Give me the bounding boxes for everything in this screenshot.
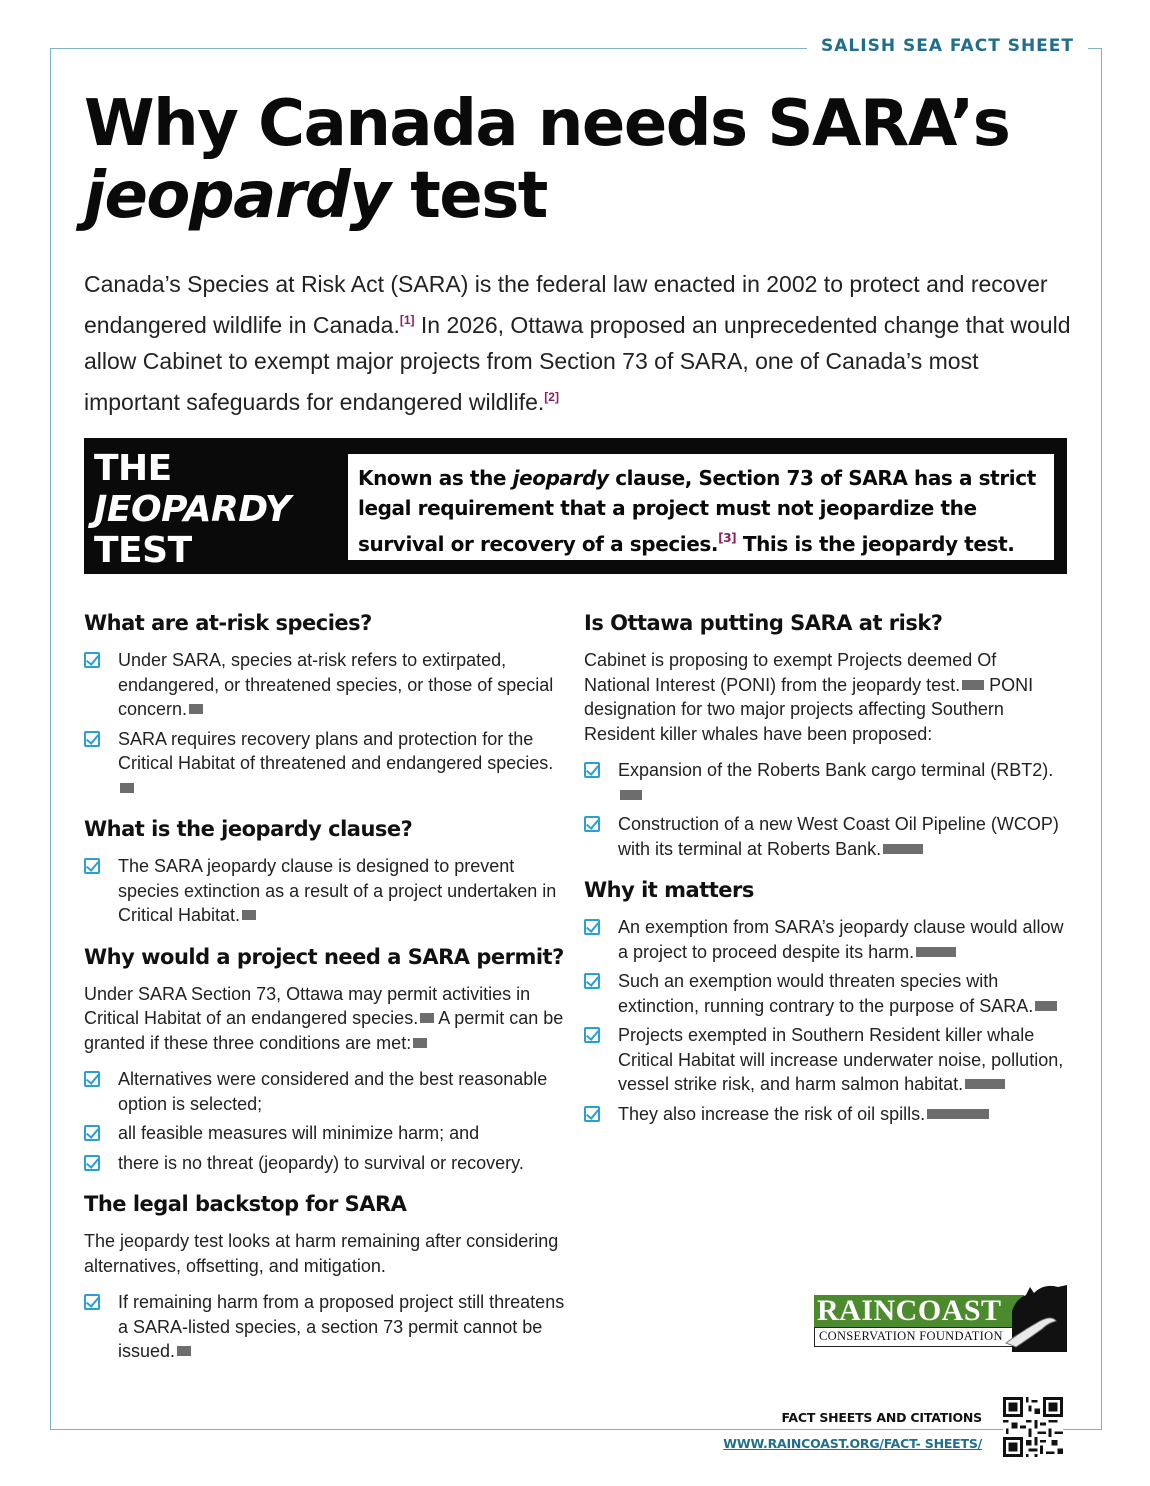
redacted-citation — [189, 704, 203, 714]
left-column — [84, 600, 566, 1370]
logo-subtitle: CONSERVATION FOUNDATION — [814, 1327, 1024, 1347]
redacted-citation — [420, 1013, 434, 1023]
checkbox-icon — [584, 816, 600, 832]
list-item-text: Under SARA, species at-risk refers to extirpated, endangered, or threatened species, or those of special concern. — [118, 650, 554, 719]
section-heading: What is the jeopardy clause? — [84, 817, 413, 841]
list-item-text: there is no threat (jeopardy) to survival or recovery. — [118, 1152, 524, 1173]
list-item — [84, 1151, 566, 1176]
title-line-1: Why Canada needs SARA’s — [84, 87, 1010, 161]
checklist — [584, 915, 1064, 1126]
fact-sheets-link[interactable]: WWW.RAINCOAST.ORG/FACT- SHEETS/ — [723, 1436, 982, 1451]
redacted-citation — [120, 783, 134, 793]
title-line-2: test — [389, 159, 547, 233]
checkbox-icon — [584, 973, 600, 989]
citation-ref[interactable]: [3] — [718, 531, 737, 545]
checklist — [584, 758, 1064, 861]
section-heading: Why it matters — [584, 878, 754, 902]
redacted-citation — [962, 680, 984, 690]
checkbox-icon — [84, 731, 100, 747]
jeopardy-test-callout — [84, 438, 1067, 574]
list-item-text: Projects exempted in Southern Resident killer whale Critical Habitat will increase underwater noise, pollution, vessel strike risk, and harm salmon habitat. — [618, 1025, 1064, 1094]
redacted-citation — [927, 1109, 989, 1119]
callout-text — [348, 454, 1054, 560]
section-paragraph — [84, 982, 566, 1056]
section-heading: Is Ottawa putting SARA at risk? — [584, 611, 943, 635]
callout-heading-line: THE — [94, 448, 172, 489]
callout-text-part: clause, Section 73 of SARA has a strict legal requirement that a project must not jeopardize the survival or recovery of a species. — [358, 466, 1036, 556]
callout-heading-line: TEST — [94, 530, 192, 571]
checkbox-icon — [84, 1071, 100, 1087]
list-item — [84, 648, 566, 722]
redacted-citation — [242, 910, 256, 920]
list-item-text: Construction of a new West Coast Oil Pipeline (WCOP) with its terminal at Roberts Bank. — [618, 814, 1059, 859]
page-title — [84, 88, 1064, 232]
checklist — [84, 1290, 566, 1364]
list-item-text: An exemption from SARA’s jeopardy clause would allow a project to proceed despite its harm. — [618, 917, 1064, 962]
checkbox-icon — [584, 1027, 600, 1043]
title-emphasis: jeopardy — [84, 159, 390, 233]
paragraph-text: A permit can be granted if these three conditions are met: — [84, 1008, 564, 1053]
series-label: SALISH SEA FACT SHEET — [807, 36, 1088, 56]
intro-paragraph — [84, 266, 1074, 420]
list-item-text: Such an exemption would threaten species with extinction, running contrary to the purpose of SARA. — [618, 971, 1034, 1016]
citation-ref[interactable]: [1] — [399, 313, 415, 327]
intro-text-2: In 2026, Ottawa proposed an unprecedented change that would allow Cabinet to exempt major projects from Section 73 of SARA, one of Canada’s most important safeguards for endangered wildlife. — [84, 312, 1071, 415]
footer-label: FACT SHEETS AND CITATIONS — [781, 1410, 982, 1425]
redacted-citation — [177, 1346, 191, 1356]
redacted-citation — [883, 844, 923, 854]
list-item — [584, 969, 1064, 1018]
checkbox-icon — [84, 652, 100, 668]
paragraph-text: Cabinet is proposing to exempt Projects deemed Of National Interest (PONI) from the jeopardy test. — [584, 650, 997, 695]
section-heading: Why would a project need a SARA permit? — [84, 944, 564, 969]
list-item — [84, 1121, 566, 1146]
callout-text-part: This is the jeopardy test. — [736, 532, 1015, 556]
list-item — [584, 758, 1064, 807]
redacted-citation — [413, 1038, 427, 1048]
list-item — [84, 1067, 566, 1116]
checkbox-icon — [84, 858, 100, 874]
redacted-citation — [916, 947, 956, 957]
list-item-text: SARA requires recovery plans and protection for the Critical Habitat of threatened and endangered species. — [118, 728, 554, 773]
callout-heading — [94, 448, 334, 571]
checkbox-icon — [584, 919, 600, 935]
checklist — [84, 854, 566, 928]
list-item — [84, 854, 566, 928]
list-item — [84, 727, 566, 801]
checkbox-icon — [584, 762, 600, 778]
checkbox-icon — [584, 1106, 600, 1122]
paragraph-text: Under SARA Section 73, Ottawa may permit activities in Critical Habitat of an endangered species. — [84, 983, 531, 1028]
list-item-text: The SARA jeopardy clause is designed to prevent species extinction as a result of a project undertaken in Critical Habitat. — [118, 856, 557, 925]
checkbox-icon — [84, 1125, 100, 1141]
redacted-citation — [620, 790, 642, 800]
section-paragraph: The jeopardy test looks at harm remaining after considering alternatives, offsetting, and mitigation. — [84, 1231, 559, 1276]
callout-text-part: Known as the — [358, 466, 513, 490]
callout-text-emphasis: jeopardy — [512, 466, 609, 490]
section-paragraph — [584, 648, 1064, 746]
paragraph-text: PONI designation for two major projects affecting Southern Resident killer whales have been proposed: — [584, 674, 1034, 744]
logo-wordmark: RAINCOAST — [814, 1295, 1024, 1327]
list-item-text: If remaining harm from a proposed project still threatens a SARA-listed species, a section 73 permit cannot be issued. — [118, 1292, 565, 1361]
raincoast-logo — [814, 1281, 1067, 1352]
redacted-citation — [1035, 1001, 1057, 1011]
callout-heading-line: JEOPARDY — [94, 489, 291, 530]
list-item-text: Expansion of the Roberts Bank cargo terminal (RBT2). — [618, 760, 1054, 780]
redacted-citation — [965, 1079, 1005, 1089]
section-heading: What are at-risk species? — [84, 611, 372, 635]
wolf-icon — [1004, 1281, 1067, 1352]
list-item — [84, 1290, 566, 1364]
list-item-text: Alternatives were considered and the best reasonable option is selected; — [118, 1069, 548, 1114]
checkbox-icon — [84, 1155, 100, 1171]
qr-code-icon[interactable] — [1003, 1397, 1063, 1457]
right-column — [584, 600, 1064, 1132]
list-item — [584, 1102, 1064, 1127]
citation-ref[interactable]: [2] — [544, 390, 559, 404]
list-item — [584, 812, 1064, 861]
list-item — [584, 1023, 1064, 1097]
list-item-text: all feasible measures will minimize harm; and — [118, 1123, 480, 1143]
checklist — [84, 648, 566, 800]
section-heading: The legal backstop for SARA — [84, 1192, 407, 1216]
list-item-text: They also increase the risk of oil spills. — [618, 1103, 926, 1124]
checklist — [84, 1067, 566, 1175]
list-item — [584, 915, 1064, 964]
intro-text-1: Canada’s Species at Risk Act (SARA) is the federal law enacted in 2002 to protect and recover endangered wildlife in Canada. — [84, 271, 1048, 338]
checkbox-icon — [84, 1294, 100, 1310]
